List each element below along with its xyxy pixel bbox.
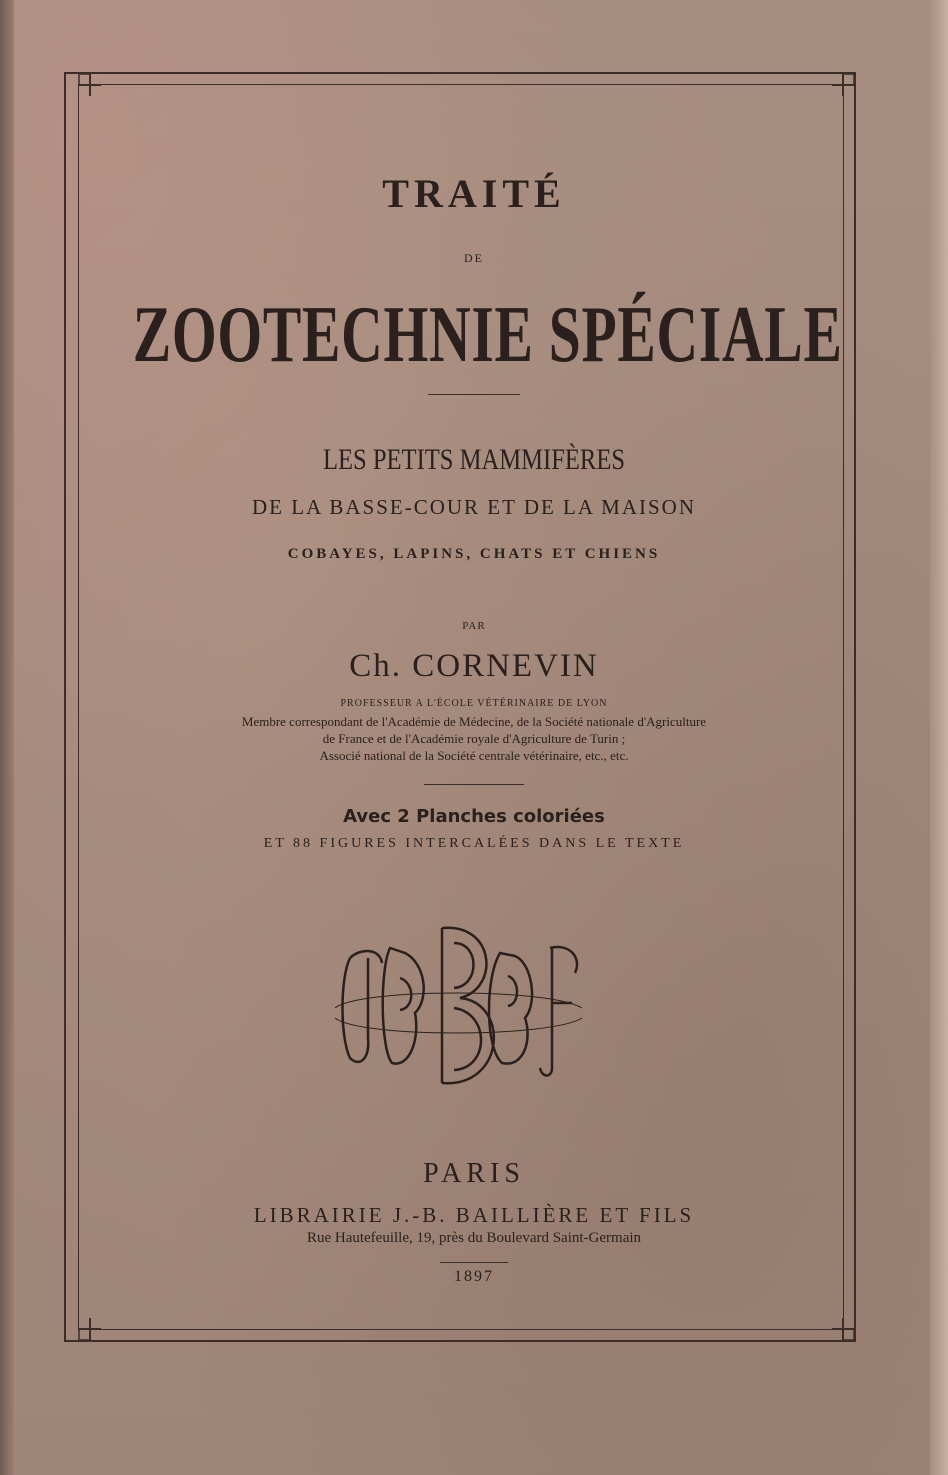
author-title: PROFESSEUR A L'ÉCOLE VÉTÉRINAIRE DE LYON [340,698,608,709]
figures-note: ET 88 FIGURES INTERCALÉES DANS LE TEXTE [263,836,685,851]
corner-ornament-bottom-right [830,1316,856,1342]
subtitle-basse-cour: DE LA BASSE-COUR ET DE LA MAISON [252,495,696,519]
author-membership-line-3: Associé national de la Société centrale vétérinaire, etc., etc. [319,748,629,763]
subtitle-animals: COBAYES, LAPINS, CHATS ET CHIENS [287,546,661,562]
address-divider [440,1262,508,1263]
author-membership-line-1: Membre correspondant de l'Académie de Médecine, de la Société nationale d'Agriculture [241,714,707,729]
publisher-monogram-icon [320,918,590,1093]
title-traite: TRAITÉ [382,171,566,216]
corner-ornament-top-left [77,72,103,98]
by-label: PAR [462,620,486,632]
publisher-city: PARIS [423,1158,525,1189]
publisher-name: LIBRAIRIE J.-B. BAILLIÈRE ET FILS [253,1203,695,1227]
main-title: ZOOTECHNIE SPÉCIALE [132,291,843,379]
author-name: Ch. CORNEVIN [349,648,599,684]
author-membership-line-2: de France et de l'Académie royale d'Agriculture de Turin ; [322,731,626,746]
publication-year: 1897 [454,1268,494,1285]
author-divider [424,784,524,785]
corner-ornament-top-right [830,72,856,98]
title-connector: DE [464,251,484,265]
plates-note: Avec 2 Planches coloriées [343,806,605,827]
title-divider [428,394,520,395]
corner-ornament-bottom-left [77,1316,103,1342]
publisher-address: Rue Hautefeuille, 19, près du Boulevard Saint-Germain [306,1230,642,1246]
subtitle-petits-mammiferes: LES PETITS MAMMIFÈRES [322,443,626,476]
